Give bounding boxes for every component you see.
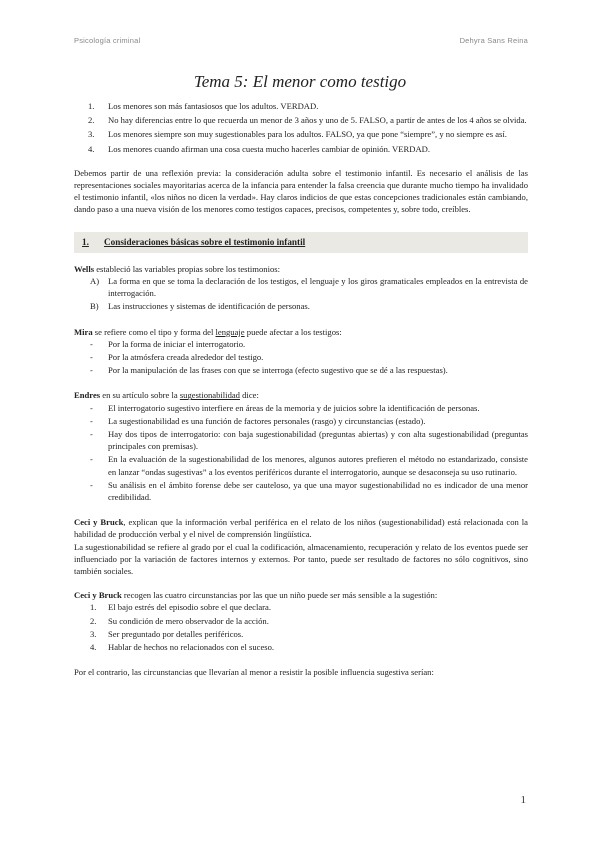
list-item: - El interrogatorio sugestivo interfiere en áreas de la memoria y de juicios sobre la identificación de personas. bbox=[90, 402, 480, 413]
document-body bbox=[74, 100, 528, 678]
list-item: - Por la atmósfera creada alrededor del testigo. bbox=[90, 351, 264, 362]
mira-list bbox=[74, 338, 528, 377]
intro-paragraph: Debemos partir de una reflexión previa: la consideración adulta sobre el testimonio infantil. Es necesario el análisis de las representaciones sociales mayoritarias acerca de la infancia para entender la falsa creencia que durante mucho tiempo ha invalidado el testimonio infantil, «los niños no dicen la verdad». Hay claros indicios de que estas concepciones tradicionales están cambiando, dando paso a una nueva visión de los menores como testigos capaces, precisos, competentes y, sobre todo, creíbles. bbox=[74, 167, 528, 215]
circumstances-list bbox=[74, 601, 528, 653]
endres-intro: Endres en su artículo sobre la sugestionabilidad dice: bbox=[74, 390, 259, 401]
mira-intro: Mira se refiere como el tipo y forma del lenguaje puede afectar a los testigos: bbox=[74, 326, 342, 337]
list-item: 2. No hay diferencias entre lo que recuerda un menor de 3 años y uno de 5. FALSO, a partir de antes de los 4 años se olvida. bbox=[88, 115, 527, 126]
list-item: - Por la forma de iniciar el interrogatorio. bbox=[90, 338, 246, 349]
list-item: B) Las instrucciones y sistemas de identificación de personas. bbox=[90, 301, 310, 312]
list-item: 1. El bajo estrés del episodio sobre el que declara. bbox=[90, 602, 271, 613]
wells-intro: Wells estableció las variables propias sobre los testimonios: bbox=[74, 263, 280, 274]
ceci-bruck-paragraph: Ceci y Bruck, explican que la información verbal periférica en el relato de los niños (sugestionabilidad) está relacionada con la habilidad de producción verbal y el nivel de comprensión lingüística. bbox=[74, 517, 528, 540]
list-item: 4. Hablar de hechos no relacionados con el suceso. bbox=[90, 641, 275, 652]
list-item: 3. Ser preguntado por detalles periféricos. bbox=[90, 628, 244, 639]
header-author: Dehyra Sans Reina bbox=[459, 36, 528, 45]
list-item: - La sugestionabilidad es una función de factores personales (rasgo) y circunstancias (estado). bbox=[90, 415, 426, 426]
question-list bbox=[74, 100, 528, 155]
page-title: Tema 5: El menor como testigo bbox=[193, 72, 407, 91]
list-item: - En la evaluación de la sugestionabilidad de los menores, algunos autores prefieren el método no estandarizado, consiste en lanzar “ondas sugestivas” a los eventos periféricos durante el interrogatorio, aunque se desaconseja su uso rutinario. bbox=[90, 454, 528, 477]
section-heading: 1. Consideraciones básicas sobre el testimonio infantil bbox=[74, 232, 528, 253]
list-item: A) La forma en que se toma la declaración de los testigos, el lenguaje y los giros gramaticales empleados en la entrevista de interrogación. bbox=[90, 275, 528, 299]
header-course: Psicología criminal bbox=[74, 36, 141, 45]
page-number: 1 bbox=[520, 794, 526, 806]
list-item: - Hay dos tipos de interrogatorio: con baja sugestionabilidad (preguntas abiertas) y con alta sugestionabilidad (preguntas principales con premisas). bbox=[90, 428, 528, 452]
list-item: 3. Los menores siempre son muy sugestionables para los adultos. FALSO, ya que pone “siempre”, y no siempre es así. bbox=[88, 129, 507, 140]
list-item: 2. Su condición de mero observador de la acción. bbox=[90, 615, 269, 626]
list-item: - Por la manipulación de las frases con que se interroga (efecto sugestivo que se dé a las respuestas). bbox=[90, 365, 448, 376]
list-item: - Su análisis en el ámbito forense debe ser cauteloso, ya que una mayor sugestionabilidad no es indicador de una menor credibilidad. bbox=[90, 479, 528, 502]
endres-list bbox=[74, 402, 528, 504]
ceci-bruck-intro: Ceci y Bruck recogen las cuatro circunstancias por las que un niño puede ser más sensible a la sugestión: bbox=[74, 590, 438, 601]
suggestibility-paragraph: La sugestionabilidad se refiere al grado por el cual la codificación, almacenamiento, recuperación y relato de los eventos puede ser influenciado por la variación de factores internos y externos. Por tanto, puede ser resultado de factores no sólo cognitivos, sino también sociales. bbox=[74, 541, 528, 576]
closing-paragraph: Por el contrario, las circunstancias que llevarían al menor a resistir la posible influencia sugestiva serían: bbox=[74, 667, 434, 678]
wells-list bbox=[74, 275, 528, 313]
list-item: 1. Los menores son más fantasiosos que los adultos. VERDAD. bbox=[88, 101, 319, 111]
list-item: 4. Los menores cuando afirman una cosa cuesta mucho hacerles cambiar de opinión. VERDAD. bbox=[88, 143, 431, 154]
